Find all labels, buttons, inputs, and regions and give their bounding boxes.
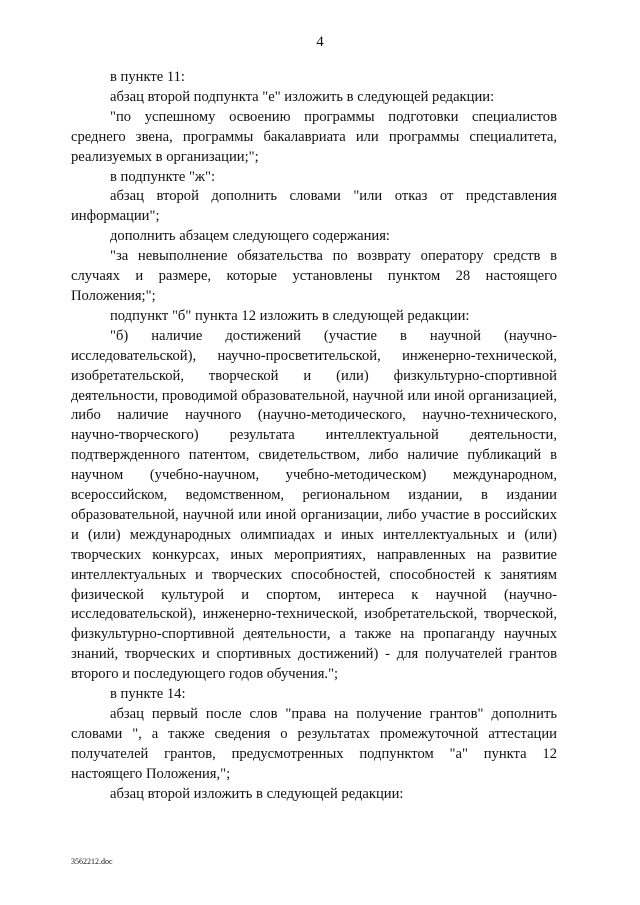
paragraph-p11-heading: в пункте 11: bbox=[110, 69, 185, 85]
paragraph-p11-e-intro: абзац второй подпункта "е" изложить в следующей редакции: bbox=[110, 88, 495, 105]
paragraph-p14-first: абзац первый после слов "права на получение грантов" дополнить словами ", а также сведения о результатах промежуточной аттестации получателей грантов, предусмотренных подпунктом "а" пункта 12 настоящего Положения,"; bbox=[71, 706, 557, 782]
document-body bbox=[71, 68, 557, 805]
document-file-id: 3562212.doc bbox=[71, 857, 113, 866]
paragraph-p12-b-intro: подпункт "б" пункта 12 изложить в следующей редакции: bbox=[110, 307, 470, 324]
paragraph-p12-b-text: "б) наличие достижений (участие в научной (научно-исследовательской), научно-просветительской, инженерно-технической, изобретательской, творческой и (или) физкультурно-спортивной деятельности, проводимой образовательной, научной или иной организацией, либо наличие научного (научно-методического, научно-технического, научно-творческого) результата интеллектуальной деятельности, подтвержденного патентом, свидетельством, либо наличие публикаций в научном (учебно-научном, учебно-методическом) международном, всероссийском, ведомственном, региональном издании, в издании образовательной, научной или иной организации, либо участие в российских и (или) международных олимпиадах и иных интеллектуальных и (или) творческих конкурсах, иных мероприятиях, направленных на развитие интеллектуальных и творческих способностей, способностей к занятиям физической культурой и спортом, интереса к научной (научно-исследовательской), инженерно-технической, изобретательской, творческой, физкультурно-спортивной деятельности, а также на пропаганду научных знаний, творческих и спортивных достижений) - для получателей грантов второго и последующего годов обучения."; bbox=[71, 327, 557, 683]
paragraph-p14-second-intro: абзац второй изложить в следующей редакции: bbox=[110, 785, 404, 802]
paragraph-p11-zh-heading: в подпункте "ж": bbox=[110, 168, 216, 185]
paragraph-p14-heading: в пункте 14: bbox=[110, 686, 186, 703]
paragraph-add-intro: дополнить абзацем следующего содержания: bbox=[110, 228, 390, 245]
paragraph-p11-zh-addition: абзац второй дополнить словами "или отказ от представления информации"; bbox=[71, 188, 557, 225]
paragraph-p11-e-text: "по успешному освоению программы подготовки специалистов среднего звена, программы бакалавриата или программы специалитета, реализуемых в организации;"; bbox=[71, 108, 557, 165]
paragraph-add-text: "за невыполнение обязательства по возврату оператору средств в случаях и размере, которые установлены пунктом 28 настоящего Положения;"; bbox=[71, 248, 557, 304]
page-number: 4 bbox=[316, 34, 324, 50]
